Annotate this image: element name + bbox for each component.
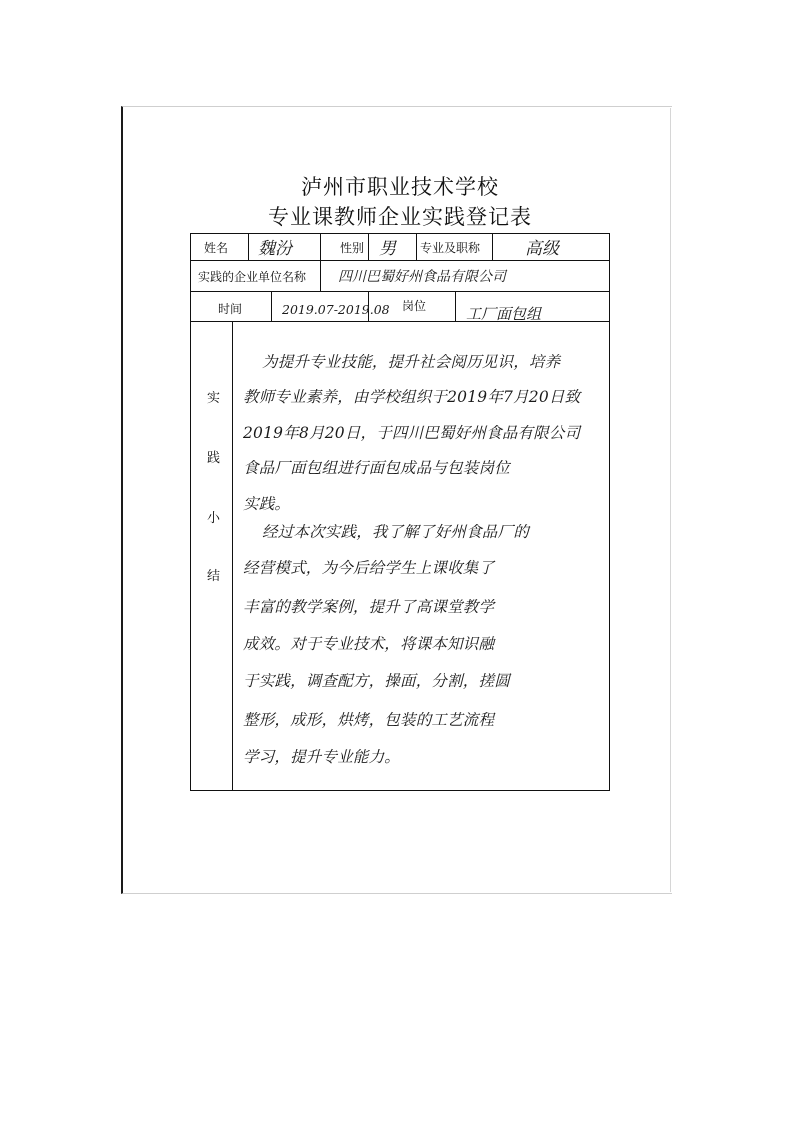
summary-label-char: 小 bbox=[207, 511, 221, 526]
col-divider bbox=[232, 321, 233, 790]
enterprise-value: 四川巴蜀好州食品有限公司 bbox=[338, 269, 506, 285]
summary-line: 为提升专业技能，提升社会阅历见识，培养 bbox=[262, 353, 561, 371]
col-divider bbox=[455, 291, 456, 321]
page-edge bbox=[670, 108, 671, 892]
col-divider bbox=[320, 260, 321, 291]
summary-line: 学习，提升专业能力。 bbox=[243, 748, 401, 766]
col-divider bbox=[368, 234, 369, 260]
time-label: 时间 bbox=[218, 302, 243, 316]
summary-line: 2019年8月20日，于四川巴蜀好州食品有限公司 bbox=[243, 424, 581, 442]
col-divider bbox=[271, 291, 272, 321]
summary-label-char: 实 bbox=[207, 391, 221, 406]
gender-label: 性别 bbox=[340, 241, 365, 255]
summary-line: 丰富的教学案例，提升了高课堂教学 bbox=[243, 598, 495, 616]
summary-line: 教师专业素养，由学校组织于2019年7月20日致 bbox=[243, 388, 581, 406]
summary-line: 整形，成形，烘烤，包装的工艺流程 bbox=[243, 711, 495, 729]
summary-line: 成效。对于专业技术，将课本知识融 bbox=[243, 635, 495, 653]
col-divider bbox=[248, 234, 249, 260]
title-label: 专业及职称 bbox=[420, 241, 481, 255]
row-divider bbox=[191, 291, 609, 292]
summary-label-char: 结 bbox=[207, 569, 221, 584]
post-value: 工厂面包组 bbox=[466, 305, 542, 323]
summary-line: 经营模式，为今后给学生上课收集了 bbox=[243, 559, 495, 577]
row-divider bbox=[191, 321, 609, 322]
col-divider bbox=[320, 234, 321, 260]
col-divider bbox=[416, 234, 417, 260]
title-value: 高级 bbox=[525, 239, 559, 259]
name-value: 魏汾 bbox=[258, 239, 292, 259]
time-value: 2019.07-2019.08 bbox=[282, 302, 390, 317]
summary-line: 于实践，调查配方，操面，分割，搓圆 bbox=[243, 672, 510, 690]
form-title: 专业课教师企业实践登记表 bbox=[268, 205, 532, 229]
name-label: 姓名 bbox=[204, 241, 229, 255]
summary-line: 经过本次实践，我了解了好州食品厂的 bbox=[262, 523, 529, 541]
summary-label-char: 践 bbox=[207, 451, 221, 466]
col-divider bbox=[492, 234, 493, 260]
enterprise-label: 实践的企业单位名称 bbox=[198, 270, 307, 284]
school-title: 泸州市职业技术学校 bbox=[301, 175, 499, 199]
row-divider bbox=[191, 260, 609, 261]
summary-line: 实践。 bbox=[243, 495, 291, 513]
post-label: 岗位 bbox=[402, 299, 427, 313]
summary-line: 食品厂面包组进行面包成品与包装岗位 bbox=[243, 459, 510, 477]
gender-value: 男 bbox=[379, 239, 396, 259]
